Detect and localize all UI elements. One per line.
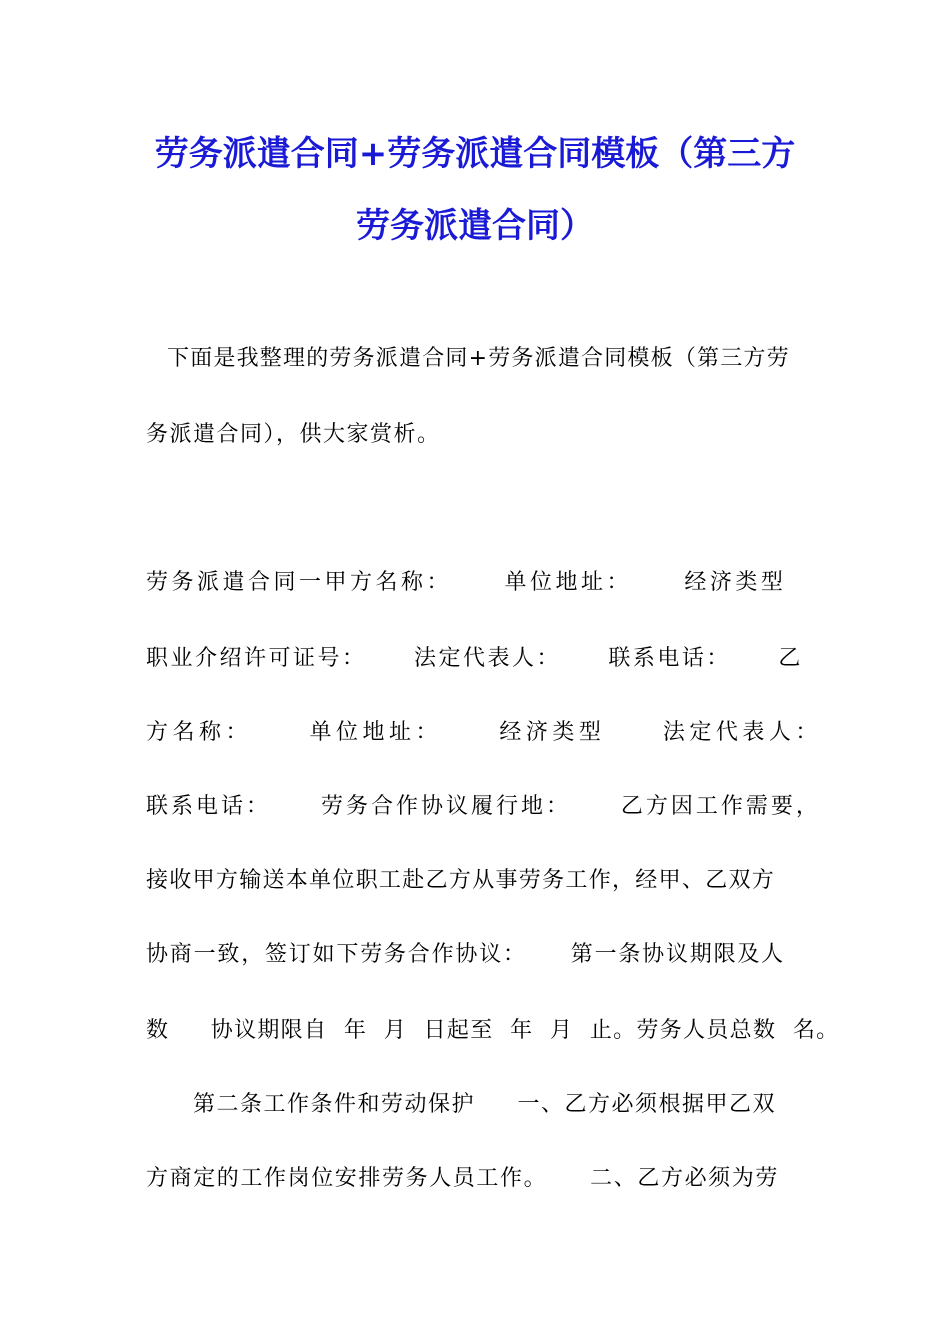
document-title-line-2: 劳务派遣合同） bbox=[356, 206, 594, 246]
body-line-8: 第二条工作条件和劳动保护 一、乙方必须根据甲乙双 bbox=[193, 1092, 776, 1117]
body-line-7: 数 协议期限自 年 月 日起至 年 月 止。劳务人员总数 名。 bbox=[146, 1018, 840, 1043]
body-line-5: 接收甲方输送本单位职工赴乙方从事劳务工作，经甲、乙双方 bbox=[146, 868, 776, 893]
body-line-9: 方商定的工作岗位安排劳务人员工作。 二、乙方必须为劳 bbox=[146, 1166, 779, 1191]
body-line-3: 方名称： 单位地址： 经济类型 法定代表人： bbox=[146, 720, 822, 745]
body-line-1: 劳务派遣合同一甲方名称： 单位地址： 经济类型 bbox=[146, 570, 787, 595]
body-line-6: 协商一致，签订如下劳务合作协议： 第一条协议期限及人 bbox=[146, 942, 785, 967]
intro-paragraph-line-2: 务派遣合同），供大家赏析。 bbox=[146, 422, 441, 447]
body-line-4: 联系电话： 劳务合作协议履行地： 乙方因工作需要， bbox=[146, 794, 821, 819]
body-line-2: 职业介绍许可证号： 法定代表人： 联系电话： 乙 bbox=[146, 646, 803, 671]
intro-paragraph-line-1: 下面是我整理的劳务派遣合同+劳务派遣合同模板（第三方劳 bbox=[167, 346, 790, 371]
document-title-line-1: 劳务派遣合同+劳务派遣合同模板（第三方 bbox=[154, 134, 796, 174]
